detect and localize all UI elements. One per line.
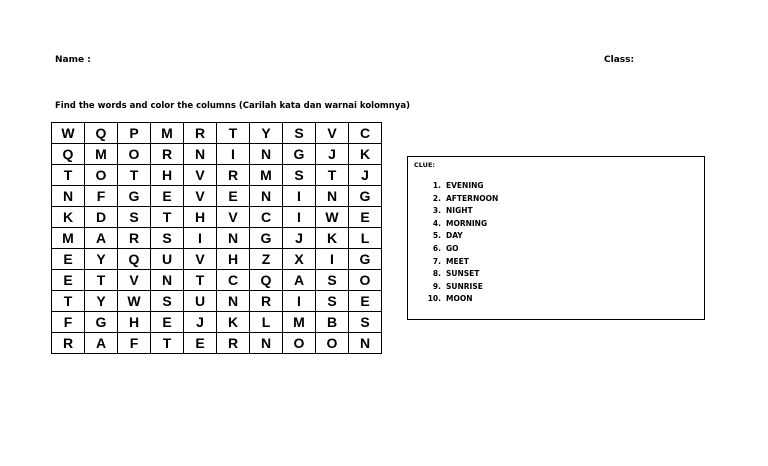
grid-cell[interactable]: H [151, 165, 184, 186]
grid-cell[interactable]: V [184, 186, 217, 207]
clue-word: DAY [446, 231, 463, 241]
grid-cell[interactable]: K [52, 207, 85, 228]
clue-word: EVENING [446, 181, 484, 190]
grid-cell[interactable]: T [52, 165, 85, 186]
grid-cell[interactable]: N [217, 228, 250, 249]
grid-cell[interactable]: M [250, 165, 283, 186]
grid-cell[interactable]: A [85, 333, 118, 354]
grid-row [52, 186, 382, 207]
grid-cell[interactable]: C [217, 270, 250, 291]
grid-cell[interactable]: K [316, 228, 349, 249]
grid-cell[interactable]: V [184, 249, 217, 270]
clue-item [427, 193, 498, 206]
grid-cell[interactable]: L [250, 312, 283, 333]
grid-row [52, 165, 382, 186]
grid-cell[interactable]: E [184, 333, 217, 354]
grid-cell[interactable]: N [316, 186, 349, 207]
grid-row [52, 270, 382, 291]
clue-word: MOON [446, 294, 473, 304]
clue-item [427, 293, 498, 306]
grid-cell[interactable]: T [118, 165, 151, 186]
clue-item [427, 268, 498, 281]
clue-word: SUNSET [446, 269, 480, 279]
clue-number: 9. [432, 281, 441, 291]
grid-cell[interactable]: T [151, 333, 184, 354]
grid-cell[interactable]: F [118, 333, 151, 354]
grid-cell[interactable]: R [118, 228, 151, 249]
grid-cell[interactable]: Y [85, 291, 118, 312]
clue-word: MEET [446, 256, 469, 266]
grid-cell[interactable]: G [349, 186, 382, 207]
grid-cell[interactable]: W [316, 207, 349, 228]
grid-cell[interactable]: I [283, 207, 316, 228]
grid-cell[interactable]: M [283, 312, 316, 333]
grid-cell[interactable]: O [316, 333, 349, 354]
clue-item [427, 256, 498, 269]
grid-cell[interactable]: Q [250, 270, 283, 291]
grid-cell[interactable]: I [283, 186, 316, 207]
grid-cell[interactable]: J [349, 165, 382, 186]
grid-cell[interactable]: N [250, 186, 283, 207]
grid-cell[interactable]: E [52, 249, 85, 270]
grid-cell[interactable]: K [217, 312, 250, 333]
grid-cell[interactable]: Z [250, 249, 283, 270]
grid-cell[interactable]: N [250, 333, 283, 354]
clue-word: MORNING [446, 218, 488, 228]
grid-cell[interactable]: S [151, 228, 184, 249]
grid-cell[interactable]: O [118, 144, 151, 165]
grid-cell[interactable]: J [184, 312, 217, 333]
grid-cell[interactable]: J [283, 228, 316, 249]
clue-number: 4. [432, 218, 441, 228]
clue-title: CLUE: [414, 161, 435, 169]
grid-cell[interactable]: Y [250, 123, 283, 144]
grid-cell[interactable]: N [250, 144, 283, 165]
grid-cell[interactable]: C [250, 207, 283, 228]
grid-cell[interactable]: N [217, 291, 250, 312]
grid-cell[interactable]: E [52, 270, 85, 291]
grid-cell[interactable]: N [184, 144, 217, 165]
clue-number: 1. [432, 181, 441, 190]
clue-number: 7. [432, 256, 441, 266]
clue-word: NIGHT [446, 206, 473, 216]
grid-cell[interactable]: E [151, 312, 184, 333]
grid-cell[interactable]: G [85, 312, 118, 333]
grid-row [52, 333, 382, 354]
grid-cell[interactable]: O [85, 165, 118, 186]
grid-cell[interactable]: N [349, 333, 382, 354]
grid-cell[interactable]: O [349, 270, 382, 291]
grid-cell[interactable]: H [217, 249, 250, 270]
clue-list [427, 180, 498, 306]
grid-cell[interactable]: K [349, 144, 382, 165]
clue-number: 2. [432, 193, 441, 203]
grid-cell[interactable]: P [118, 123, 151, 144]
grid-cell[interactable]: R [184, 123, 217, 144]
grid-cell[interactable]: G [118, 186, 151, 207]
grid-cell[interactable]: G [349, 249, 382, 270]
grid-cell[interactable]: V [118, 270, 151, 291]
grid-cell[interactable]: M [151, 123, 184, 144]
clue-item [427, 230, 498, 243]
grid-cell[interactable]: E [151, 186, 184, 207]
grid-cell[interactable]: R [52, 333, 85, 354]
grid-cell[interactable]: H [118, 312, 151, 333]
grid-cell[interactable]: I [283, 291, 316, 312]
clue-number: 3. [432, 206, 441, 216]
grid-cell[interactable]: S [316, 270, 349, 291]
grid-cell[interactable]: X [283, 249, 316, 270]
grid-row [52, 249, 382, 270]
grid-cell[interactable]: J [316, 144, 349, 165]
grid-row [52, 291, 382, 312]
grid-cell[interactable]: T [85, 270, 118, 291]
grid-cell[interactable]: E [349, 207, 382, 228]
grid-cell[interactable]: I [184, 228, 217, 249]
grid-cell[interactable]: F [85, 186, 118, 207]
grid-cell[interactable]: F [52, 312, 85, 333]
grid-cell[interactable]: T [217, 123, 250, 144]
clue-number: 8. [432, 269, 441, 279]
grid-cell[interactable]: Q [52, 144, 85, 165]
clue-word: AFTERNOON [446, 193, 499, 203]
grid-cell[interactable]: Q [85, 123, 118, 144]
grid-cell[interactable]: L [349, 228, 382, 249]
grid-cell[interactable]: W [52, 123, 85, 144]
grid-cell[interactable]: C [349, 123, 382, 144]
clue-item [427, 218, 498, 231]
grid-cell[interactable]: T [151, 207, 184, 228]
grid-cell[interactable]: U [184, 291, 217, 312]
clue-item [427, 243, 498, 256]
grid-cell[interactable]: U [151, 249, 184, 270]
grid-cell[interactable]: I [316, 249, 349, 270]
grid-cell[interactable]: G [283, 144, 316, 165]
grid-row [52, 144, 382, 165]
grid-cell[interactable]: S [118, 207, 151, 228]
grid-cell[interactable]: A [85, 228, 118, 249]
clue-box [407, 156, 705, 320]
grid-cell[interactable]: B [316, 312, 349, 333]
grid-cell[interactable]: I [217, 144, 250, 165]
grid-cell[interactable]: V [217, 207, 250, 228]
clue-item [427, 281, 498, 294]
grid-cell[interactable]: T [52, 291, 85, 312]
grid-cell[interactable]: H [184, 207, 217, 228]
grid-cell[interactable]: O [283, 333, 316, 354]
clue-number: 6. [432, 243, 441, 253]
grid-cell[interactable]: E [217, 186, 250, 207]
grid-cell[interactable]: W [118, 291, 151, 312]
grid-cell[interactable]: T [316, 165, 349, 186]
grid-row [52, 312, 382, 333]
clue-number: 5. [432, 231, 441, 241]
grid-cell[interactable]: S [151, 291, 184, 312]
grid-cell[interactable]: A [283, 270, 316, 291]
grid-cell[interactable]: G [250, 228, 283, 249]
grid-cell[interactable]: R [217, 333, 250, 354]
grid-row [52, 207, 382, 228]
grid-cell[interactable]: R [250, 291, 283, 312]
instruction-text: Find the words and color the columns (Carilah kata dan warnai kolomnya) [55, 101, 410, 111]
grid-cell[interactable]: M [52, 228, 85, 249]
grid-row [52, 123, 382, 144]
grid-cell[interactable]: S [349, 312, 382, 333]
clue-item [427, 180, 498, 193]
grid-cell[interactable]: N [151, 270, 184, 291]
grid-cell[interactable]: S [283, 123, 316, 144]
name-label: Name : [55, 55, 91, 65]
grid-cell[interactable]: R [217, 165, 250, 186]
grid-cell[interactable]: R [151, 144, 184, 165]
clue-word: SUNRISE [446, 281, 483, 291]
clue-number: 10. [427, 294, 441, 304]
grid-cell[interactable]: Q [118, 249, 151, 270]
grid-cell[interactable]: M [85, 144, 118, 165]
grid-cell[interactable]: V [316, 123, 349, 144]
class-label: Class: [604, 55, 635, 65]
grid-cell[interactable]: E [349, 291, 382, 312]
grid-cell[interactable]: T [184, 270, 217, 291]
grid-cell[interactable]: V [184, 165, 217, 186]
word-search-grid [51, 122, 382, 354]
clue-word: GO [446, 243, 459, 253]
grid-cell[interactable]: N [52, 186, 85, 207]
grid-cell[interactable]: S [283, 165, 316, 186]
grid-row [52, 228, 382, 249]
grid-cell[interactable]: Y [85, 249, 118, 270]
clue-item [427, 205, 498, 218]
grid-cell[interactable]: D [85, 207, 118, 228]
grid-cell[interactable]: S [316, 291, 349, 312]
